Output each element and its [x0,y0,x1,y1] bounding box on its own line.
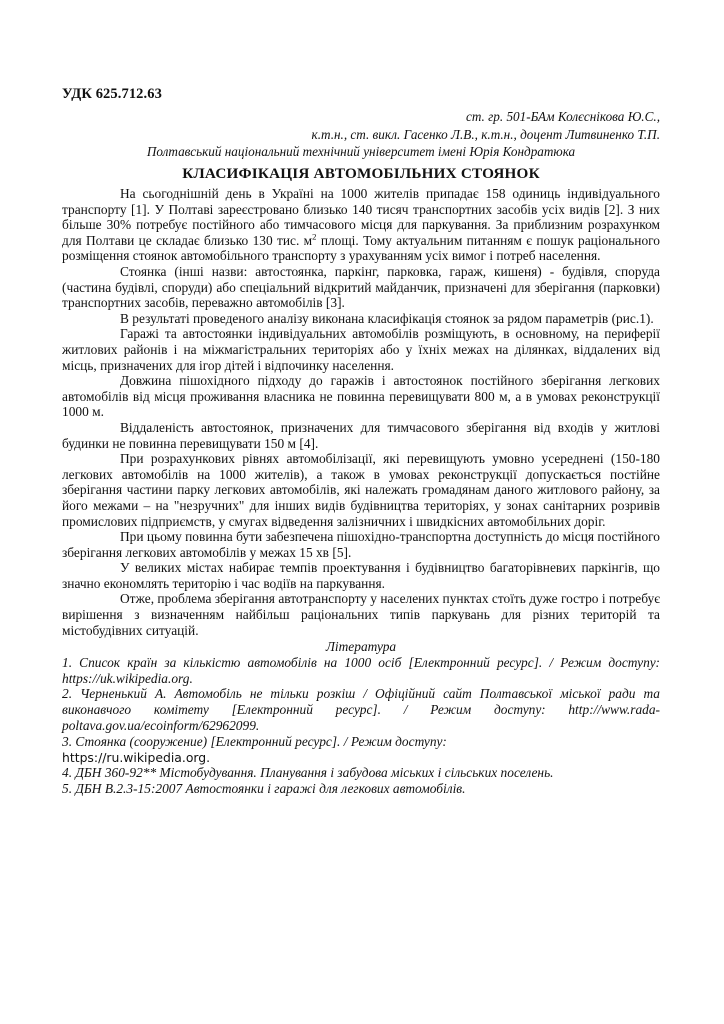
paragraph-garages-placement: Гаражі та автостоянки індивідуальних автомобілів розміщують, в основному, на периферії житлових районів і на міжмагістральних територіях або у їхніх межах на ділянках, віддалених від місць, призначених для ігор дітей і відпочинку населення. [62,326,660,373]
paragraph-intro [62,186,660,264]
reference-item-1: 1. Список країн за кількістю автомобілів на 1000 осіб [Електронний ресурс]. / Режим доступу: https://uk.wikipedia.org. [62,654,660,686]
affiliation: Полтавський національний технічний університет імені Юрія Кондратюка [146,144,576,160]
reference-item-3-url: https://ru.wikipedia.org. [62,749,211,765]
reference-item-5: 5. ДБН В.2.3-15:2007 Автостоянки і гаражі для легкових автомобілів. [62,781,466,797]
paragraph-accessibility: При цьому повинна бути забезпечена пішохідно-транспортна доступність до місця постійного зберігання легкових автомобілів у межах 15 хв [5]. [62,529,660,560]
paragraph-classification: В результаті проведеного аналізу виконана класифікація стоянок за рядом параметрів (рис.1). [120,310,654,326]
square-meter-superscript: 2 [312,231,317,242]
reference-item-2: 2. Черненький А. Автомобіль не тільки розкіш / Офіційний сайт Полтавської міської ради та виконавчого комітету [Електронний ресурс]. / Режим доступу: http://www.rada-poltava.gov.ua/ecoinform/62962099. [62,686,660,734]
paragraph-motorization-levels: При розрахункових рівнях автомобілізації, які перевищують умовно усереднені (150-180 легкових автомобілів на 1000 жителів), а також в умовах реконструкції допускається постійне зберігання частини парку легкових автомобілів, які належать громадянам даного житлового району, за його межами – на "незручних" для інших видів будівництва територіях, у зонах санітарних розривів промислових підприємств, у смугах відведення залізничних і швидкісних автомобільних доріг. [62,451,660,529]
literature-heading: Література [325,639,397,655]
author-line-1: ст. гр. 501-БАм Колєснікова Ю.С., [466,109,660,125]
reference-item-3 [62,734,660,766]
paragraph-intro-part-1: На сьогоднішній день в Україні на 1000 жителів припадає 158 одиниць індивідуального транспорту [1]. У Полтаві зареєстровано близько 140 тисяч транспортних засобів усіх видів [2]. З них більше 30% потребує постійного або тимчасового місця для паркування. За приблизним розрахунком для Полтави це складає близько 130 тис. м [62,186,660,248]
paragraph-walking-distance: Довжина пішохідного підходу до гаражів і автостоянок постійного зберігання легкових автомобілів від місця проживання власника не повинна перевищувати 800 м, а в умовах реконструкції 1000 м. [62,373,660,420]
udk-code: УДК 625.712.63 [62,86,162,102]
paragraph-intro-part-2: площі. Тому актуальним питанням є пошук раціонального розміщення стоянок автомобільного транспорту з урахуванням усіх вимог і потреб населення. [62,232,660,264]
paragraph-temporary-storage: Віддаленість автостоянок, призначених для тимчасового зберігання від входів у житлові будинки не повинна перевищувати 150 м [4]. [62,419,660,451]
paragraph-definition: Стоянка (інші назви: автостоянка, паркінг, парковка, гараж, кишеня) - будівля, споруда (частина будівлі, споруди) або спеціальний відкритий майданчик, призначені для зберігання (парковки) транспортних засобів, переважно автомобілів [3]. [62,264,660,311]
reference-item-4: 4. ДБН 360-92** Містобудування. Планування і забудова міських і сільських поселень. [62,765,554,781]
references-list [62,655,660,797]
paragraph-conclusion: Отже, проблема зберігання автотранспорту у населених пунктах стоїть дуже гостро і потребує вирішення з визначенням найбільш раціональних типів паркувань для різних територій та містобудівних ситуацій. [62,591,660,638]
author-line-2: к.т.н., ст. викл. Гасенко Л.В., к.т.н., доцент Литвиненко Т.П. [311,126,660,142]
page-title: КЛАСИФІКАЦІЯ АВТОМОБІЛЬНИХ СТОЯНОК [182,165,540,183]
authors-block [62,108,660,161]
reference-item-3-text: 3. Стоянка (сооружение) [Електронний ресурс]. / Режим доступу: [62,733,447,749]
document-page [62,0,660,1024]
paragraph-multilevel-parking: У великих містах набирає темпів проектування і будівництво багаторівневих паркінгів, що значно економлять територію і час водіїв на паркування. [62,560,660,591]
body-text [62,186,660,638]
